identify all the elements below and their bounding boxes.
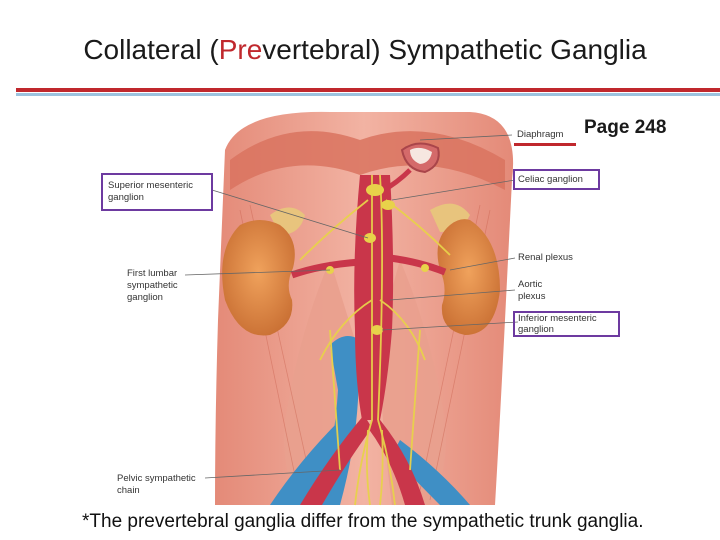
diaphragm-underline xyxy=(514,143,576,146)
label-diaphragm: Diaphragm xyxy=(517,129,564,140)
footnote: *The prevertebral ganglia differ from the sympathetic trunk ganglia. xyxy=(82,511,644,532)
label-superior-mesenteric-line1: Superior mesenteric xyxy=(108,180,194,191)
title-prefix: Collateral ( xyxy=(83,34,219,65)
label-renal-plexus: Renal plexus xyxy=(518,252,573,263)
label-inferior-mesenteric-line2: ganglion xyxy=(518,324,554,335)
title-suffix: vertebral) Sympathetic Ganglia xyxy=(262,34,647,65)
label-aortic-line1: Aortic xyxy=(518,279,543,290)
label-first-lumbar-line1: First lumbar xyxy=(127,268,178,279)
label-aortic-line2: plexus xyxy=(518,291,546,302)
label-first-lumbar-line3: ganglion xyxy=(127,292,163,303)
label-pelvic-line2: chain xyxy=(117,485,140,496)
label-celiac-ganglion: Celiac ganglion xyxy=(518,174,583,185)
title-accent: Pre xyxy=(218,34,263,65)
label-inferior-mesenteric-line1: Inferior mesenteric xyxy=(518,313,597,324)
label-first-lumbar-line2: sympathetic xyxy=(127,280,178,291)
label-superior-mesenteric-line2: ganglion xyxy=(108,192,144,203)
label-pelvic-line1: Pelvic sympathetic xyxy=(117,473,196,484)
page-reference: Page 248 xyxy=(584,117,667,138)
